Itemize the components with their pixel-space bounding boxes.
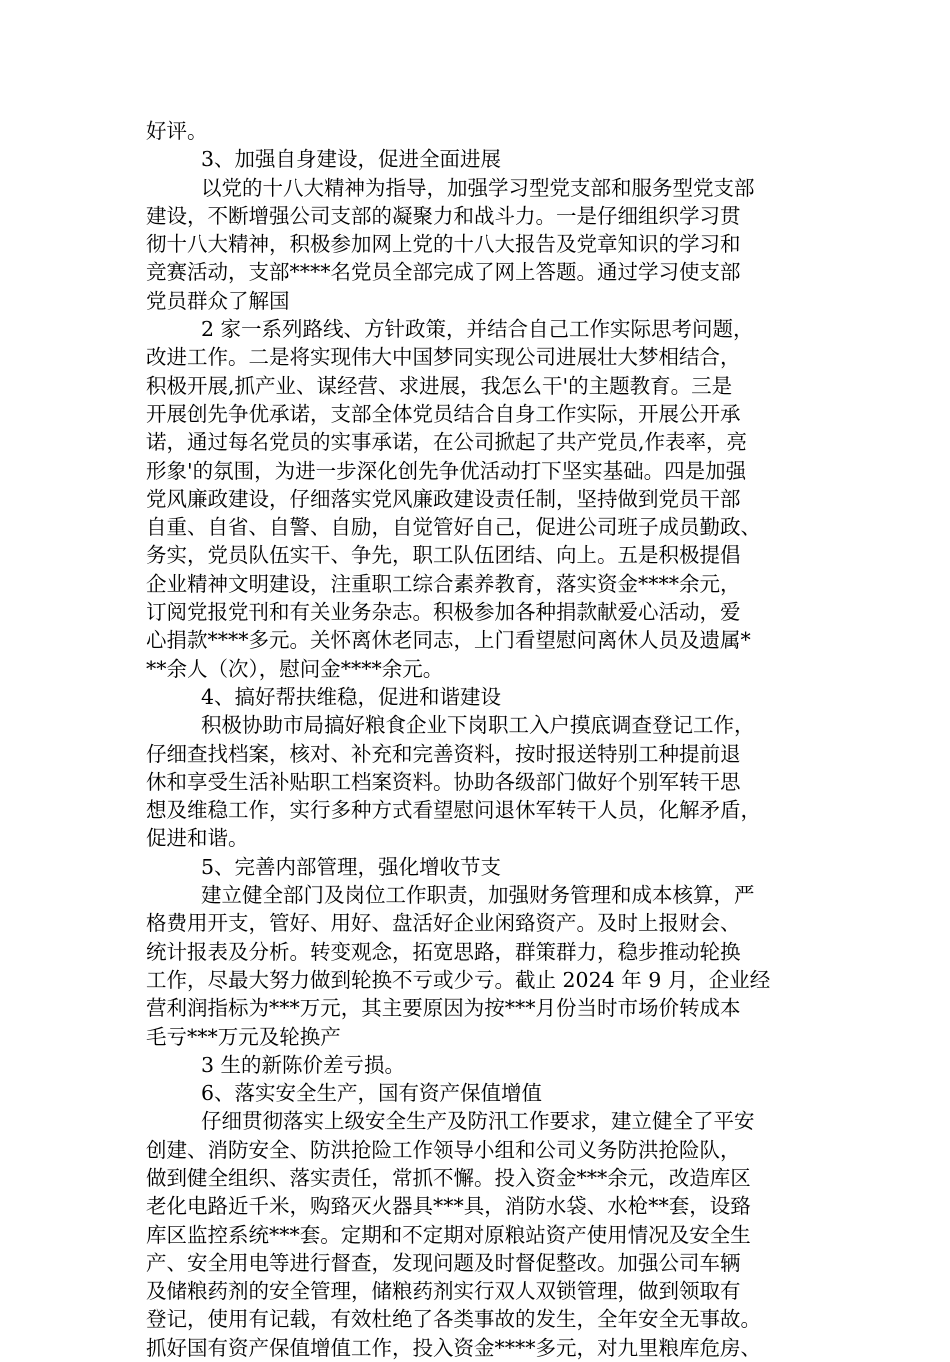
text-line: 彻十八大精神，积极参加网上党的十八大报告及党章知识的学习和 xyxy=(146,232,741,257)
text-line: 仔细贯彻落实上级安全生产及防汛工作要求，建立健全了平安 xyxy=(201,1109,755,1134)
text-line: 以党的十八大精神为指导，加强学习型党支部和服务型党支部 xyxy=(201,175,755,200)
text-line: 改进工作。二是将实现伟大中国梦同实现公司进展壮大梦相结合， xyxy=(146,345,741,370)
text-line: 毛亏***万元及轮换产 xyxy=(146,1024,341,1049)
text-line: 休和享受生活补贴职工档案资料。协助各级部门做好个别军转干思 xyxy=(146,769,741,794)
text-line: 6、落实安全生产，国有资产保值增值 xyxy=(201,1081,543,1106)
text-line: 营利润指标为***万元，其主要原因为按***月份当时市场价转成本 xyxy=(146,996,741,1021)
text-line: 4、搞好帮扶维稳，促进和谐建设 xyxy=(201,684,502,709)
text-line: 登记，使用有记载，有效杜绝了各类事故的发生，全年安全无事故。 xyxy=(146,1307,761,1332)
text-line: 格费用开支，管好、用好、盘活好企业闲臵资产。及时上报财会、 xyxy=(146,911,741,936)
text-line: 好评。 xyxy=(146,119,208,143)
text-line: 老化电路近千米，购臵灭火器具***具，消防水袋、水枪**套，设臵 xyxy=(146,1194,751,1219)
text-line: 想及维稳工作，实行多种方式看望慰问退休军转干人员，化解矛盾， xyxy=(146,798,761,823)
text-line: **余人（次），慰问金****余元。 xyxy=(146,656,444,681)
text-line: 诺，通过每名党员的实事承诺，在公司掀起了共产党员,作表率，亮 xyxy=(146,430,748,455)
text-line: 做到健全组织、落实责任，常抓不懈。投入资金***余元，改造库区 xyxy=(146,1165,751,1190)
text-line: 企业精神文明建设，注重职工综合素养教育，落实资金****余元， xyxy=(146,571,741,596)
text-line: 订阅党报党刊和有关业务杂志。积极参加各种捐款献爱心活动，爱 xyxy=(146,600,741,625)
text-line: 产、安全用电等进行督查，发现问题及时督促整改。加强公司车辆 xyxy=(146,1250,741,1275)
text-line: 建立健全部门及岗位工作职责，加强财务管理和成本核算，严 xyxy=(201,883,755,908)
text-line: 3 生的新陈价差亏损。 xyxy=(201,1052,406,1077)
text-line: 竞赛活动，支部****名党员全部完成了网上答题。通过学习使支部 xyxy=(146,260,741,285)
document-body xyxy=(146,117,836,1362)
text-line: 2 家一系列路线、方针政策，并结合自己工作实际思考问题， xyxy=(201,317,754,342)
text-line: 促进和谐。 xyxy=(146,826,249,851)
text-line: 形象'的氛围，为进一步深化创先争优活动打下坚实基础。四是加强 xyxy=(146,458,747,483)
text-line: 创建、消防安全、防洪抢险工作领导小组和公司义务防洪抢险队， xyxy=(146,1137,741,1162)
text-line: 建设，不断增强公司支部的凝聚力和战斗力。一是仔细组织学习贯 xyxy=(146,203,741,228)
text-line: 统计报表及分析。转变观念，拓宽思路，群策群力，稳步推动轮换 xyxy=(146,939,741,964)
text-line: 积极协助市局搞好粮食企业下岗职工入户摸底调查登记工作， xyxy=(201,713,755,738)
text-line: 3、加强自身建设，促进全面进展 xyxy=(201,147,502,172)
text-line: 仔细查找档案，核对、补充和完善资料，按时报送特别工种提前退 xyxy=(146,741,741,766)
text-line: 开展创先争优承诺，支部全体党员结合自身工作实际，开展公开承 xyxy=(146,401,741,426)
text-line: 积极开展,抓产业、谋经营、求进展，我怎么干'的主题教育。三是 xyxy=(146,373,733,398)
text-line: 党员群众了解国 xyxy=(146,288,290,313)
text-line: 务实，党员队伍实干、争先，职工队伍团结、向上。五是积极提倡 xyxy=(146,543,741,568)
text-line: 5、完善内部管理，强化增收节支 xyxy=(201,854,502,879)
text-line: 自重、自省、自警、自励，自觉管好自己，促进公司班子成员勤政、 xyxy=(146,515,761,540)
text-line: 工作，尽最大努力做到轮换不亏或少亏。截止 2024 年 9 月，企业经 xyxy=(146,967,771,992)
text-line: 抓好国有资产保值增值工作，投入资金****多元，对九里粮库危房、 xyxy=(146,1335,761,1360)
text-line: 党风廉政建设，仔细落实党风廉政建设责任制，坚持做到党员干部 xyxy=(146,486,741,511)
text-line: 及储粮药剂的安全管理，储粮药剂实行双人双锁管理，做到领取有 xyxy=(146,1279,741,1304)
text-line: 心捐款****多元。关怀离休老同志，上门看望慰问离休人员及遗属* xyxy=(146,628,751,653)
text-line: 库区监控系统***套。定期和不定期对原粮站资产使用情况及安全生 xyxy=(146,1222,751,1247)
